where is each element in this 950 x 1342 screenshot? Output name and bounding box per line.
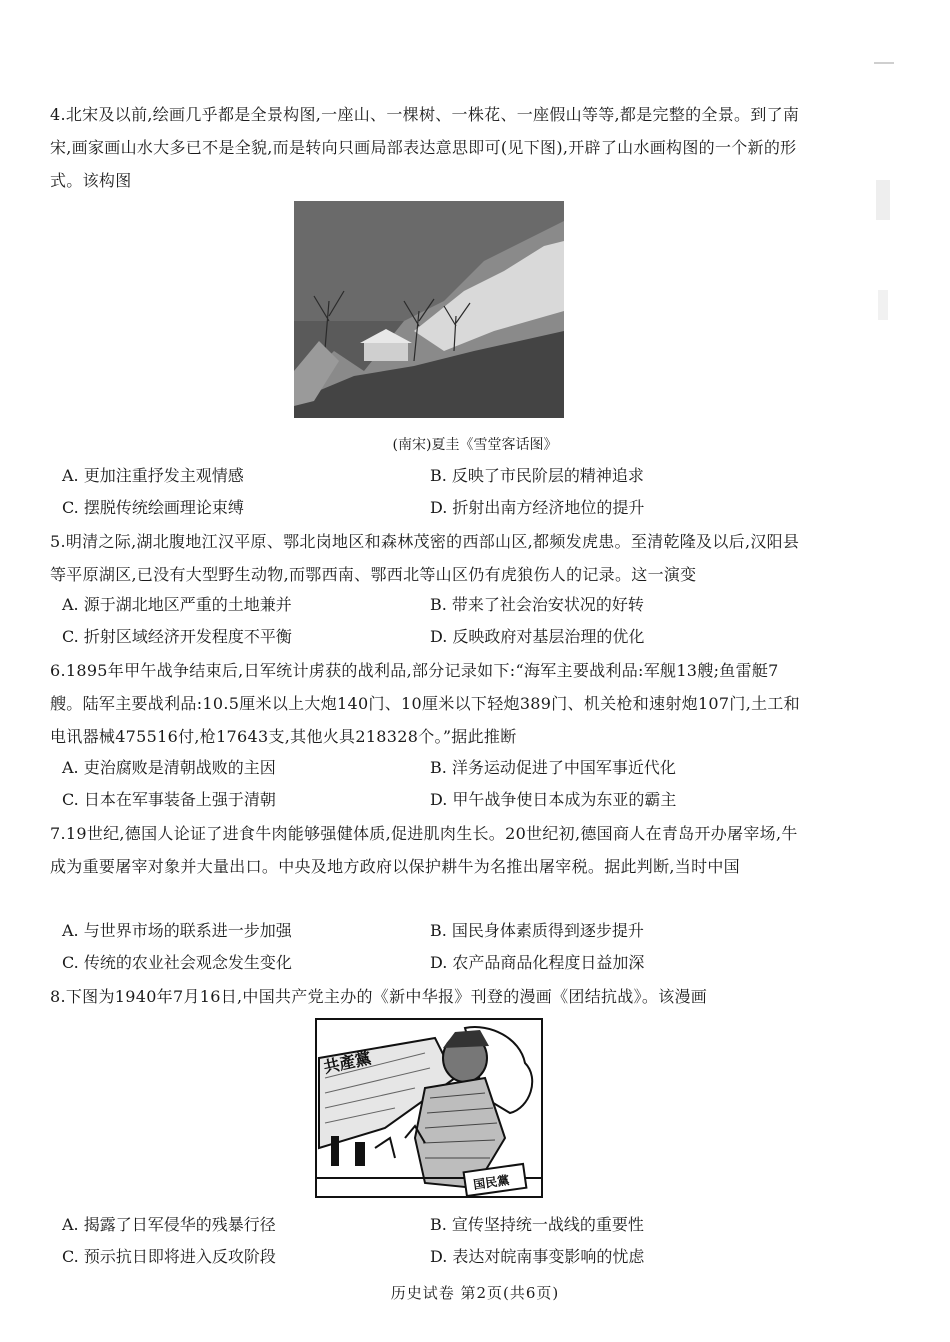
question-4-options-row-2: [62, 493, 802, 523]
question-4-options-row-1: [62, 461, 802, 491]
question-5-option-d[interactable]: D. 反映政府对基层治理的优化: [430, 627, 645, 646]
question-8-option-a[interactable]: A. 揭露了日军侵华的残暴行径: [62, 1215, 276, 1234]
question-5-option-c[interactable]: C. 折射区域经济开发程度不平衡: [62, 627, 292, 646]
question-4-figure-caption: (南宋)夏圭《雪堂客话图》: [392, 437, 558, 453]
question-8-options-row-2: [62, 1242, 802, 1272]
question-7-options-row-2: [62, 948, 802, 978]
question-6-stem: 6.1895年甲午战争结束后,日军统计虏获的战利品,部分记录如下:“海军主要战利品:军舰13艘;鱼雷艇7艘。陆军主要战利品:10.5厘米以上大炮140门、10厘米以下轻炮389门、机关枪和速射炮107门,土工和电讯器械475516付,枪17643支,其他火具218328个。”据此推断: [50, 661, 800, 746]
question-8-option-c[interactable]: C. 预示抗日即将进入反攻阶段: [62, 1247, 276, 1266]
question-7-stem: 7.19世纪,德国人论证了进食牛肉能够强健体质,促进肌肉生长。20世纪初,德国商人在青岛开办屠宰场,牛成为重要屠宰对象并大量出口。中央及地方政府以保护耕牛为名推出屠宰税。据此判断,当时中国: [50, 824, 798, 876]
question-6-options-row-1: [62, 753, 802, 783]
question-8-stem: 8.下图为1940年7月16日,中国共产党主办的《新中华报》刊登的漫画《团结抗战》。该漫画: [50, 987, 708, 1006]
question-5-option-b[interactable]: B. 带来了社会治安状况的好转: [430, 595, 644, 614]
question-8-options-row-1: [62, 1210, 802, 1240]
question-6-option-b[interactable]: B. 洋务运动促进了中国军事近代化: [430, 758, 676, 777]
cartoon-label-nationalist-party: 国民黨: [472, 1173, 511, 1192]
question-7-option-d[interactable]: D. 农产品商品化程度日益加深: [430, 953, 645, 972]
xuetang-painting-image: [294, 201, 564, 418]
question-7-options-row-1: [62, 916, 802, 946]
page-footer: 历史试卷 第2页(共6页): [390, 1284, 560, 1302]
question-6-options-row-2: [62, 785, 802, 815]
question-4-option-b[interactable]: B. 反映了市民阶层的精神追求: [430, 466, 644, 485]
question-7-option-c[interactable]: C. 传统的农业社会观念发生变化: [62, 953, 292, 972]
question-8-option-d[interactable]: D. 表达对皖南事变影响的忧虑: [430, 1247, 645, 1266]
question-5-option-a[interactable]: A. 源于湖北地区严重的土地兼并: [62, 595, 292, 614]
question-5-stem: 5.明清之际,湖北腹地江汉平原、鄂北岗地区和森林茂密的西部山区,都频发虎患。至清乾隆及以后,汉阳县等平原湖区,已没有大型野生动物,而鄂西南、鄂西北等山区仍有虎狼伤人的记录。这一演变: [50, 532, 800, 584]
question-4-stem: 4.北宋及以前,绘画几乎都是全景构图,一座山、一棵树、一株花、一座假山等等,都是完整的全景。到了南宋,画家画山水大多已不是全貌,而是转向只画局部表达意思即可(见下图),开辟了山水画构图的一个新的形式。该构图: [50, 105, 800, 190]
question-4-option-c[interactable]: C. 摆脱传统绘画理论束缚: [62, 498, 244, 517]
question-4-option-a[interactable]: A. 更加注重抒发主观情感: [62, 466, 244, 485]
question-8-option-b[interactable]: B. 宣传坚持统一战线的重要性: [430, 1215, 644, 1234]
question-6-option-a[interactable]: A. 吏治腐败是清朝战败的主因: [62, 758, 276, 777]
question-4-option-d[interactable]: D. 折射出南方经济地位的提升: [430, 498, 645, 517]
unity-cartoon-image: [315, 1018, 543, 1198]
question-5-options-row-2: [62, 622, 802, 652]
question-5-options-row-1: [62, 590, 802, 620]
question-7-option-b[interactable]: B. 国民身体素质得到逐步提升: [430, 921, 644, 940]
cartoon-label-communist-party: 共產黨: [321, 1048, 373, 1077]
question-6-option-c[interactable]: C. 日本在军事装备上强于清朝: [62, 790, 276, 809]
question-6-option-d[interactable]: D. 甲午战争使日本成为东亚的霸主: [430, 790, 677, 809]
question-7-option-a[interactable]: A. 与世界市场的联系进一步加强: [62, 921, 292, 940]
